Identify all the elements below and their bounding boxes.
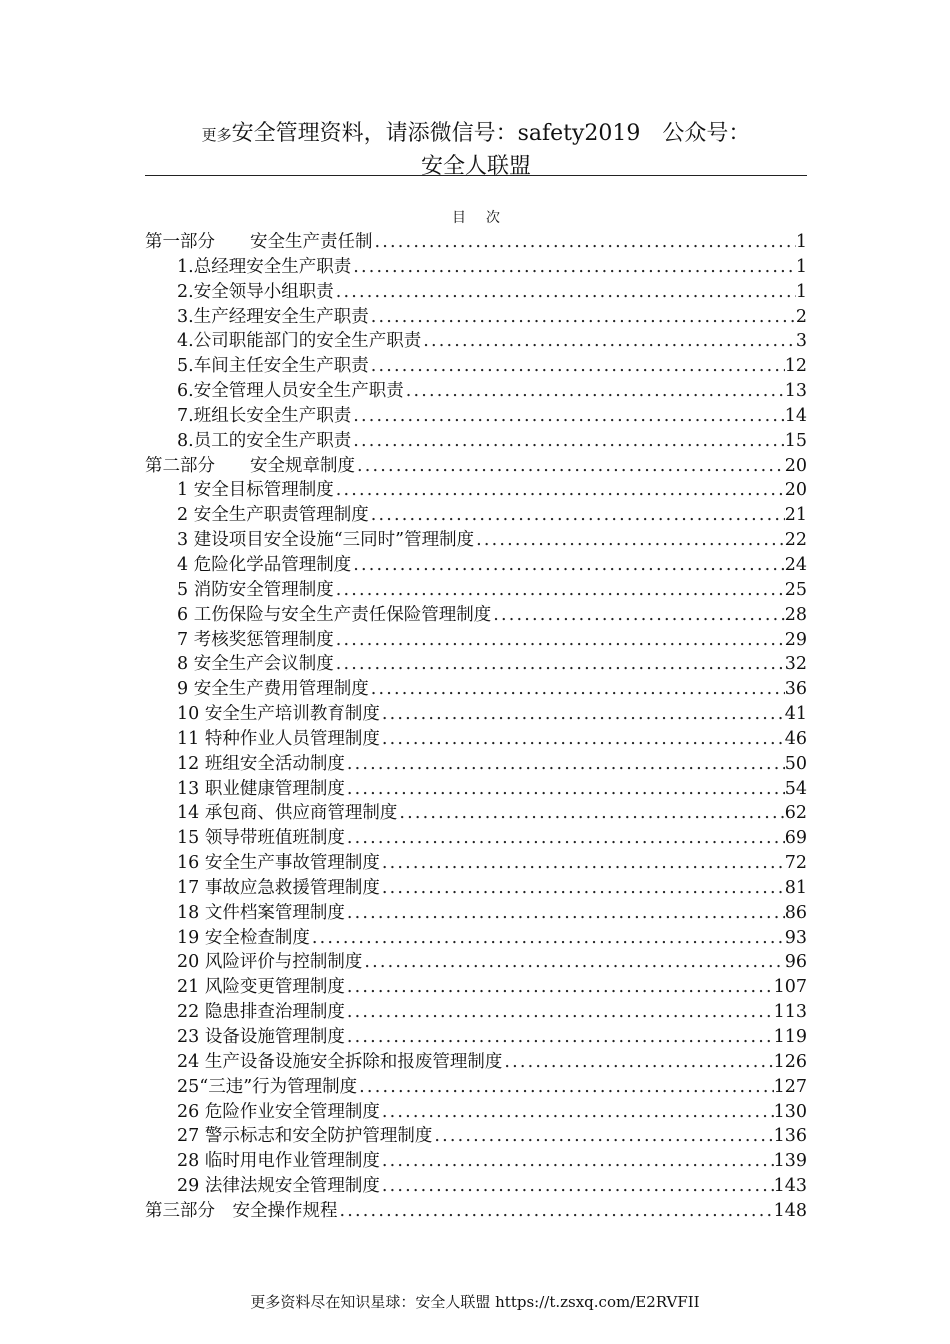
toc-leader-dots — [421, 329, 796, 354]
toc-leader-dots — [369, 354, 785, 379]
toc-leader-dots — [334, 478, 785, 503]
toc-entry-title: 27 警示标志和安全防护管理制度 — [177, 1126, 433, 1147]
toc-entry-title: 4.公司职能部门的安全生产职责 — [177, 331, 422, 352]
toc-entry[interactable] — [145, 677, 807, 702]
toc-entry-title: 5 消防安全管理制度 — [177, 579, 334, 600]
toc-entry[interactable] — [145, 777, 807, 802]
toc-entry[interactable] — [145, 926, 807, 951]
toc-entry-page: 54 — [784, 778, 807, 799]
toc-leader-dots — [334, 280, 796, 305]
toc-entry-page: 81 — [784, 877, 807, 898]
toc-entry-title: 26 危险作业安全管理制度 — [177, 1101, 380, 1122]
toc-leader-dots — [404, 379, 785, 404]
toc-leader-dots — [334, 652, 785, 677]
toc-entry-page: 127 — [773, 1076, 807, 1097]
toc-entry-page: 20 — [784, 455, 807, 476]
toc-entry-page: 1 — [795, 232, 807, 252]
toc-entry-page: 3 — [795, 331, 807, 352]
toc-entry-title: 9 安全生产费用管理制度 — [177, 679, 369, 700]
toc-entry[interactable] — [145, 305, 807, 330]
toc-entry-page: 50 — [784, 753, 807, 774]
toc-entry-title: 1.总经理安全生产职责 — [177, 256, 352, 277]
toc-entry-page: 28 — [784, 604, 807, 625]
toc-leader-dots — [310, 926, 785, 951]
toc-leader-dots — [369, 305, 796, 330]
toc-entry-page: 2 — [795, 306, 807, 327]
toc-entry[interactable] — [145, 329, 807, 354]
toc-entry-title: 2 安全生产职责管理制度 — [177, 505, 369, 526]
toc-entry[interactable] — [145, 603, 807, 628]
toc-leader-dots — [357, 1075, 773, 1100]
toc-entry-page: 69 — [784, 828, 807, 849]
toc-leader-dots — [345, 826, 785, 851]
header-prefix: 更多 — [201, 126, 232, 144]
toc-entry-page: 148 — [773, 1200, 807, 1221]
toc-entry-page: 32 — [784, 654, 807, 675]
header-rule — [145, 175, 807, 176]
toc-entry[interactable] — [145, 503, 807, 528]
toc-leader-dots — [351, 553, 785, 578]
toc-leader-dots — [502, 1050, 773, 1075]
toc-entry-title: 11 特种作业人员管理制度 — [177, 728, 380, 749]
toc-entry[interactable] — [145, 1174, 807, 1199]
toc-leader-dots — [351, 404, 785, 429]
toc-entry-title: 8 安全生产会议制度 — [177, 654, 334, 675]
toc-leader-dots — [369, 503, 785, 528]
toc-entry-page: 22 — [784, 530, 807, 551]
toc-entry[interactable] — [145, 702, 807, 727]
toc-entry[interactable] — [145, 553, 807, 578]
toc-entry[interactable] — [145, 752, 807, 777]
toc-leader-dots — [380, 702, 785, 727]
toc-leader-dots — [351, 255, 796, 280]
toc-entry-page: 139 — [773, 1151, 807, 1172]
toc-entry[interactable] — [145, 975, 807, 1000]
toc-entry[interactable] — [145, 429, 807, 454]
table-of-contents — [145, 230, 807, 1224]
toc-entry-page: 20 — [784, 480, 807, 501]
toc-leader-dots — [345, 1000, 774, 1025]
header-line-1 — [145, 118, 807, 151]
toc-entry-title: 25“三违”行为管理制度 — [177, 1076, 358, 1097]
toc-entry-page: 119 — [773, 1027, 807, 1047]
toc-entry-title: 20 风险评价与控制制度 — [177, 952, 363, 973]
toc-leader-dots — [362, 950, 784, 975]
toc-leader-dots — [345, 1025, 774, 1050]
toc-leader-dots — [380, 876, 785, 901]
toc-entry-page: 25 — [784, 579, 807, 600]
toc-entry[interactable] — [145, 1149, 807, 1174]
toc-entry-page: 36 — [784, 679, 807, 700]
toc-entry-title: 15 领导带班值班制度 — [177, 828, 345, 849]
toc-entry-page: 126 — [773, 1051, 807, 1072]
toc-entry-page: 14 — [784, 405, 807, 426]
toc-entry-page: 107 — [773, 977, 807, 998]
header-line-2: 安全人联盟 — [420, 154, 531, 179]
toc-entry-page: 96 — [784, 952, 807, 973]
toc-leader-dots — [334, 578, 785, 603]
toc-entry-title: 21 风险变更管理制度 — [177, 977, 345, 998]
toc-entry[interactable] — [145, 1199, 807, 1224]
toc-entry-title: 24 生产设备设施安全拆除和报废管理制度 — [177, 1051, 503, 1072]
toc-entry[interactable] — [145, 628, 807, 653]
toc-leader-dots — [355, 454, 785, 479]
toc-entry-page: 93 — [784, 927, 807, 948]
toc-leader-dots — [338, 1199, 774, 1224]
toc-entry-title: 12 班组安全活动制度 — [177, 753, 345, 774]
toc-entry-title: 第一部分 安全生产责任制 — [145, 232, 373, 252]
toc-entry-title: 13 职业健康管理制度 — [177, 778, 345, 799]
toc-entry-title: 3 建设项目安全设施“三同时”管理制度 — [177, 530, 475, 551]
toc-entry-title: 第二部分 安全规章制度 — [145, 455, 355, 476]
toc-entry-title: 2.安全领导小组职责 — [177, 281, 334, 302]
toc-entry[interactable] — [145, 280, 807, 305]
toc-entry-title: 22 隐患排查治理制度 — [177, 1002, 345, 1023]
toc-entry-title: 3.生产经理安全生产职责 — [177, 306, 369, 327]
toc-entry-page: 13 — [784, 381, 807, 402]
toc-entry-page: 24 — [784, 554, 807, 575]
toc-entry-title: 8.员工的安全生产职责 — [177, 430, 352, 451]
toc-leader-dots — [380, 1149, 774, 1174]
toc-entry-page: 15 — [784, 430, 807, 451]
toc-entry[interactable] — [145, 578, 807, 603]
toc-leader-dots — [334, 628, 785, 653]
toc-entry-page: 130 — [773, 1101, 807, 1122]
page-footer: 更多资料尽在知识星球：安全人联盟 https://t.zsxq.com/E2RVFII — [250, 1293, 700, 1311]
toc-leader-dots — [432, 1124, 773, 1149]
toc-entry-page: 1 — [795, 281, 807, 302]
toc-entry[interactable] — [145, 230, 807, 255]
toc-entry-title: 4 危险化学品管理制度 — [177, 554, 352, 575]
toc-entry[interactable] — [145, 478, 807, 503]
toc-entry-title: 16 安全生产事故管理制度 — [177, 853, 380, 874]
toc-entry-title: 10 安全生产培训教育制度 — [177, 704, 380, 725]
toc-entry-page: 136 — [773, 1126, 807, 1147]
toc-entry-page: 21 — [784, 505, 807, 526]
toc-entry[interactable] — [145, 727, 807, 752]
toc-entry-title: 23 设备设施管理制度 — [177, 1027, 345, 1047]
toc-entry[interactable] — [145, 901, 807, 926]
toc-entry-page: 143 — [773, 1176, 807, 1197]
toc-entry[interactable] — [145, 1050, 807, 1075]
toc-entry[interactable] — [145, 950, 807, 975]
toc-leader-dots — [373, 230, 796, 255]
toc-leader-dots — [380, 727, 785, 752]
toc-entry-page: 29 — [784, 629, 807, 650]
toc-entry-title: 18 文件档案管理制度 — [177, 902, 345, 923]
toc-entry[interactable] — [145, 1124, 807, 1149]
toc-entry-title: 14 承包商、供应商管理制度 — [177, 803, 398, 824]
page-header — [145, 118, 807, 182]
toc-leader-dots — [345, 975, 774, 1000]
toc-entry[interactable] — [145, 826, 807, 851]
toc-entry-title: 29 法律法规安全管理制度 — [177, 1176, 380, 1197]
toc-entry[interactable] — [145, 354, 807, 379]
toc-entry-page: 113 — [773, 1002, 807, 1023]
toc-leader-dots — [380, 851, 785, 876]
toc-entry-title: 6.安全管理人员安全生产职责 — [177, 381, 404, 402]
toc-entry[interactable] — [145, 801, 807, 826]
toc-leader-dots — [380, 1174, 774, 1199]
toc-entry[interactable] — [145, 528, 807, 553]
toc-entry-page: 46 — [784, 728, 807, 749]
toc-leader-dots — [491, 603, 785, 628]
toc-entry[interactable] — [145, 1100, 807, 1125]
toc-entry-title: 1 安全目标管理制度 — [177, 480, 334, 501]
toc-entry-page: 86 — [784, 902, 807, 923]
toc-entry-title: 17 事故应急救援管理制度 — [177, 877, 380, 898]
toc-entry-title: 7 考核奖惩管理制度 — [177, 629, 334, 650]
toc-entry[interactable] — [145, 1075, 807, 1100]
toc-entry[interactable] — [145, 255, 807, 280]
toc-entry[interactable] — [145, 1000, 807, 1025]
toc-entry[interactable] — [145, 379, 807, 404]
toc-entry[interactable] — [145, 454, 807, 479]
toc-entry-page: 62 — [784, 803, 807, 824]
toc-entry-title: 19 安全检查制度 — [177, 927, 310, 948]
toc-entry-title: 5.车间主任安全生产职责 — [177, 356, 369, 377]
toc-entry-page: 1 — [795, 256, 807, 277]
toc-entry-title: 6 工伤保险与安全生产责任保险管理制度 — [177, 604, 492, 625]
toc-entry[interactable] — [145, 1025, 807, 1050]
toc-entry-title: 28 临时用电作业管理制度 — [177, 1151, 380, 1172]
toc-leader-dots — [345, 777, 785, 802]
toc-title: 目次 — [452, 210, 520, 226]
toc-leader-dots — [474, 528, 785, 553]
toc-leader-dots — [345, 752, 785, 777]
toc-entry-title: 7.班组长安全生产职责 — [177, 405, 352, 426]
toc-entry[interactable] — [145, 876, 807, 901]
toc-entry-page: 12 — [784, 356, 807, 377]
toc-leader-dots — [369, 677, 785, 702]
toc-leader-dots — [351, 429, 785, 454]
toc-leader-dots — [380, 1100, 774, 1125]
toc-entry[interactable] — [145, 652, 807, 677]
toc-leader-dots — [397, 801, 784, 826]
toc-entry-title: 第三部分 安全操作规程 — [145, 1200, 338, 1221]
toc-leader-dots — [345, 901, 785, 926]
header-text: 安全管理资料，请添微信号：safety2019 公众号： — [231, 121, 751, 146]
toc-entry[interactable] — [145, 404, 807, 429]
toc-entry-page: 72 — [784, 853, 807, 874]
toc-entry-page: 41 — [784, 704, 807, 725]
toc-entry[interactable] — [145, 851, 807, 876]
